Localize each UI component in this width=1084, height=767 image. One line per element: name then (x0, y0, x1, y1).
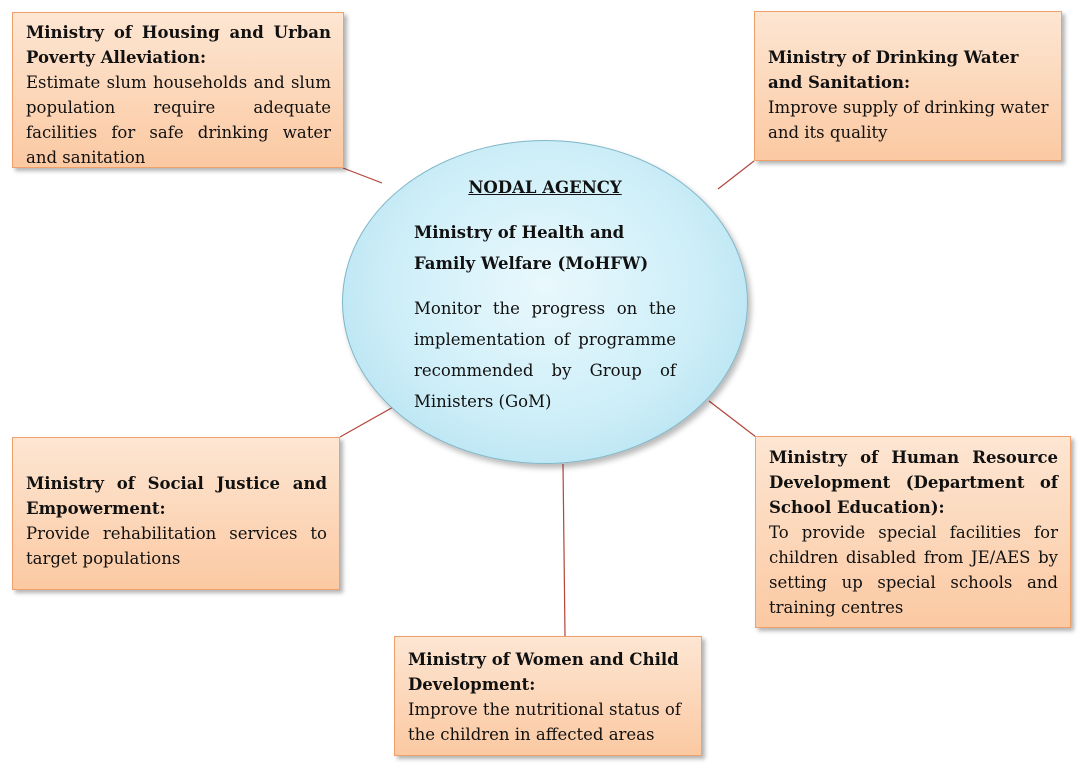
connector-water (718, 161, 754, 189)
ministry-box-drinking-water (754, 11, 1062, 161)
connector-housing (343, 168, 382, 183)
ministry-title: Ministry of Drinking Water and Sanitation: (768, 48, 1019, 92)
ministry-description: To provide special facilities for children disabled from JE/AES by setting up special schools and training centres (769, 523, 1058, 617)
ministry-box-human-resource (755, 436, 1071, 628)
nodal-agency-content (414, 172, 676, 417)
ministry-description: Provide rehabilitation services to target populations (26, 524, 327, 568)
ministry-description: Improve supply of drinking water and its quality (768, 98, 1049, 142)
ministry-title: Ministry of Housing and Urban Poverty Alleviation: (26, 23, 331, 67)
nodal-agency-ministry: Ministry of Health and Family Welfare (MoHFW) (414, 223, 649, 273)
connector-hrd (709, 401, 756, 437)
ministry-description: Estimate slum households and slum population require adequate facilities for safe drinking water and sanitation (26, 73, 331, 167)
ministry-title: Ministry of Human Resource Development (Department of School Education): (769, 448, 1058, 517)
ministry-box-women-child (394, 636, 702, 756)
ministry-box-housing (12, 12, 344, 168)
ministry-description: Improve the nutritional status of the children in affected areas (408, 700, 681, 744)
connector-social (340, 406, 395, 437)
nodal-agency-heading: NODAL AGENCY (468, 178, 622, 197)
ministry-title: Ministry of Social Justice and Empowerment: (26, 474, 327, 518)
ministry-title: Ministry of Women and Child Development: (408, 650, 679, 694)
connector-women (563, 464, 565, 636)
nodal-agency-role: Monitor the progress on the implementation of programme recommended by Group of Ministers (GoM) (414, 299, 676, 411)
ministry-box-social-justice (12, 437, 340, 590)
